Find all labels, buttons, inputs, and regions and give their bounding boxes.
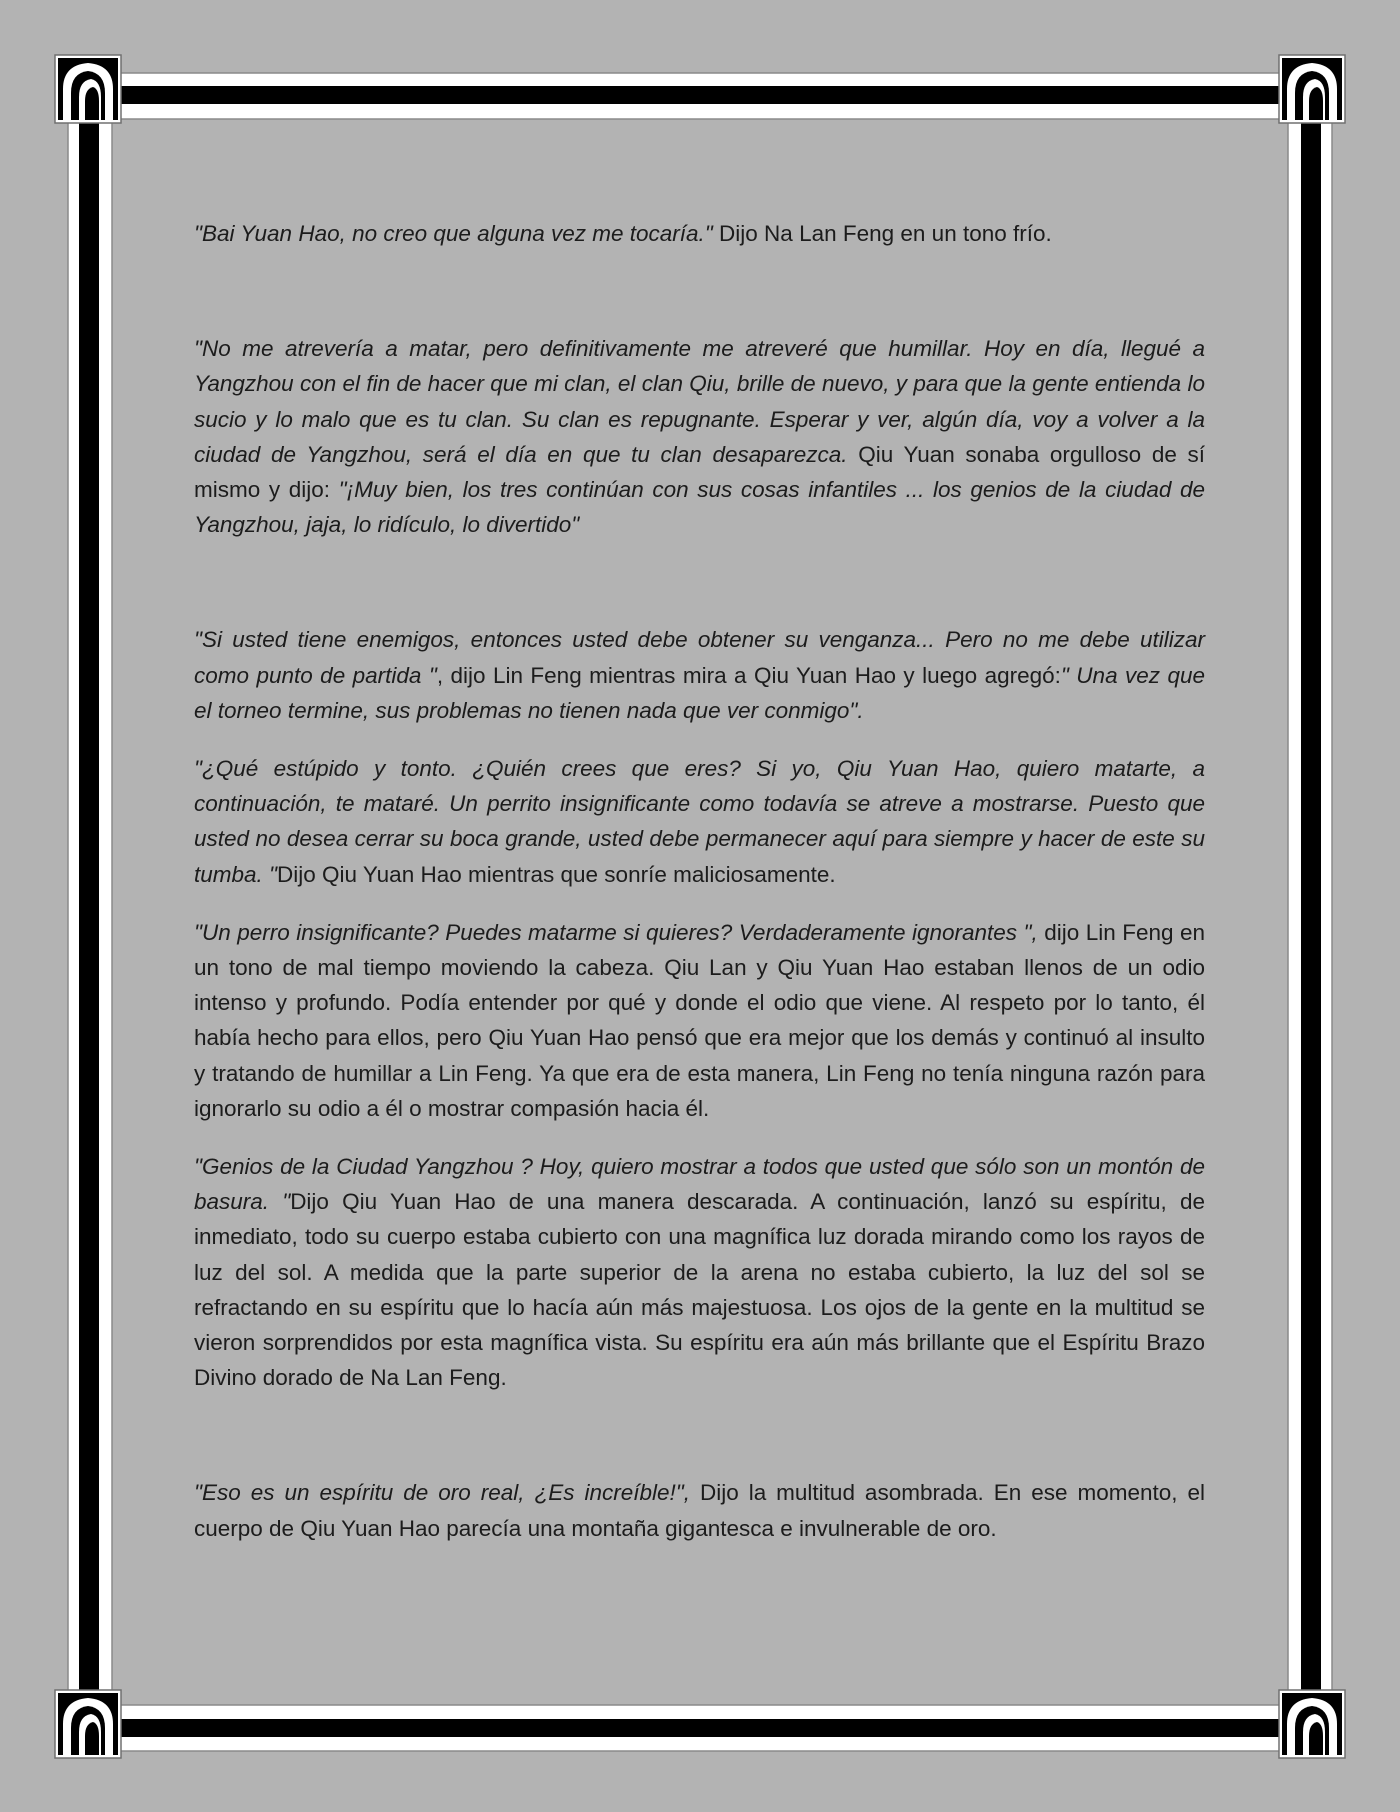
paragraph-3 — [194, 622, 1205, 728]
left-border-bar — [68, 110, 112, 1710]
right-border-bar — [1288, 110, 1332, 1710]
bottom-border-bar — [112, 1705, 1284, 1751]
paragraph-segment: "¡Muy bien, los tres continúan con sus cosas infantiles ... los genios de la ciudad de Yangzhou, jaja, lo ridículo, lo divertido" — [194, 477, 1206, 538]
paragraph-segment: "Si usted tiene enemigos, entonces usted debe obtener su venganza... Pero no me debe utilizar como punto de partida " — [194, 627, 1205, 688]
corner-ornament-top-left — [55, 55, 121, 123]
top-border-bar — [112, 73, 1284, 119]
paragraph-5 — [194, 915, 1205, 1126]
paragraph-segment: " Una vez que el torneo termine, sus problemas no tienen nada que ver conmigo". — [194, 662, 1205, 723]
paragraph-4 — [194, 751, 1205, 892]
corner-ornament-bottom-right — [1279, 1690, 1345, 1758]
paragraph-6 — [194, 1149, 1205, 1395]
corner-ornament-top-right — [1279, 55, 1345, 123]
paragraph-segment: "Genios de la Ciudad Yangzhou ? Hoy, quiero mostrar a todos que usted que sólo son un montón de basura. " — [194, 1154, 1205, 1215]
paragraph-segment: Dijo Qiu Yuan Hao de una manera descarada. A continuación, lanzó su espíritu, de inmediato, todo su cuerpo estaba cubierto con una magnífica luz dorada mirando como los rayos de luz del sol. A medida que la parte superior de la arena no estaba cubierto, la luz del sol se refractando en su espíritu que lo hacía aún más majestuosa. Los ojos de la gente en la multitud se vieron sorprendidos por esta magnífica vista. Su espíritu era aún más brillante que el Espíritu Brazo Divino dorado de Na Lan Feng. — [194, 1189, 1205, 1391]
paragraph-segment: dijo Lin Feng en un tono de mal tiempo moviendo la cabeza. Qiu Lan y Qiu Yuan Hao estaban llenos de un odio intenso y profundo. Podía entender por qué y donde el odio que viene. Al respeto por lo tanto, él había hecho para ellos, pero Qiu Yuan Hao pensó que era mejor que los demás y continuó al insulto y tratando de humillar a Lin Feng. Ya que era de esta manera, Lin Feng no tenía ninguna razón para ignorarlo su odio a él o mostrar compasión hacia él. — [194, 919, 1205, 1121]
document-body — [194, 216, 1205, 1546]
paragraph-1 — [194, 216, 1205, 251]
paragraph-segment: Dijo Na Lan Feng en un tono frío. — [712, 221, 1052, 246]
paragraph-2 — [194, 331, 1205, 542]
paragraph-segment: "Un perro insignificante? Puedes matarme si quieres? Verdaderamente ignorantes ", — [194, 919, 1038, 945]
corner-ornament-bottom-left — [55, 1690, 121, 1758]
paragraph-7 — [194, 1475, 1205, 1545]
paragraph-segment: Dijo Qiu Yuan Hao mientras que sonríe maliciosamente. — [277, 861, 836, 887]
paragraph-segment: "Bai Yuan Hao, no creo que alguna vez me tocaría." — [194, 221, 713, 246]
paragraph-segment: , dijo Lin Feng mientras mira a Qiu Yuan Hao y luego agregó: — [436, 662, 1061, 688]
paragraph-segment: "¿Qué estúpido y tonto. ¿Quién crees que eres? Si yo, Qiu Yuan Hao, quiero matarte, a continuación, te mataré. Un perrito insignificante como todavía se atreve a mostrarse. Puesto que usted no desea cerrar su boca grande, usted debe permanecer aquí para siempre y hacer de este su tumba. " — [194, 756, 1205, 887]
paragraph-segment: "No me atrevería a matar, pero definitivamente me atreveré que humillar. Hoy en día, llegué a Yangzhou con el fin de hacer que mi clan, el clan Qiu, brille de nuevo, y para que la gente entienda lo sucio y lo malo que es tu clan. Su clan es repugnante. Esperar y ver, algún día, voy a volver a la ciudad de Yangzhou, será el día en que tu clan desaparezca. — [194, 336, 1205, 467]
paragraph-segment: "Eso es un espíritu de oro real, ¿Es increíble!", — [194, 1480, 690, 1506]
paragraph-segment: Qiu Yuan sonaba orgulloso de sí mismo y dijo: — [194, 441, 1206, 503]
paragraph-segment: Dijo la multitud asombrada. En ese momento, el cuerpo de Qiu Yuan Hao parecía una montaña gigantesca e invulnerable de oro. — [194, 1480, 1205, 1541]
